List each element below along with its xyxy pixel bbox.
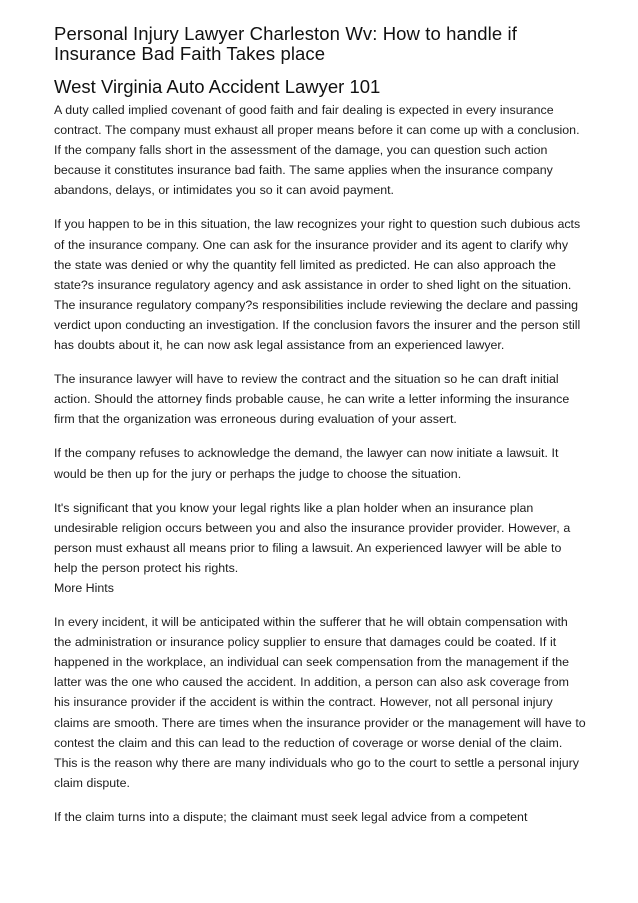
paragraph-5: It's significant that you know your legal rights like a plan holder when an insurance plan undesirable religion occurs between you and also the insurance provider provider. However, a person must exhaust all means prior to filing a lawsuit. An experienced lawyer will be able to help the person protect his rights. xyxy=(54,500,571,575)
more-hints-link[interactable]: More Hints xyxy=(54,580,114,595)
paragraph-7: If the claim turns into a dispute; the claimant must seek legal advice from a competent xyxy=(54,809,528,824)
paragraph-4: If the company refuses to acknowledge the demand, the lawyer can now initiate a lawsuit. It would be then up for the jury or perhaps the judge to choose the situation. xyxy=(54,446,559,481)
section-heading: West Virginia Auto Accident Lawyer 101 xyxy=(54,76,381,97)
paragraph-6: In every incident, it will be anticipated within the sufferer that he will obtain compensation with the administration or insurance policy supplier to ensure that damages could be coated. If it happened in the workplace, an individual can seek compensation from the management if the latter was the one who caused the accident. In addition, a person can also ask coverage from his insurance provider if the accident is within the contract. However, not all personal injury claims are smooth. There are times when the insurance provider or the management will have to contest the claim and this can lead to the reduction of coverage or worse denial of the claim. This is the reason why there are many individuals who go to the court to settle a personal injury claim dispute. xyxy=(54,615,586,790)
paragraph-2: If you happen to be in this situation, the law recognizes your right to question such dubious acts of the insurance company. One can ask for the insurance provider and its agent to clarify why the state was denied or why the quantity fell limited as predicted. He can also approach the state?s insurance regulatory agency and ask assistance in order to shed light on the situation. The insurance regulatory company?s responsibilities include reviewing the declare and passing verdict upon conducting an investigation. If the conclusion favors the insurer and the person still has doubts about it, he can now ask legal assistance from an experienced lawyer. xyxy=(54,217,581,353)
paragraph-1: A duty called implied covenant of good faith and fair dealing is expected in every insurance contract. The company must exhaust all proper means before it can come up with a conclusion. If the company falls short in the assessment of the damage, you can question such action because it constitutes insurance bad faith. The same applies when the insurance company abandons, delays, or intimidates you so it can avoid payment. xyxy=(54,103,580,198)
paragraph-3: The insurance lawyer will have to review the contract and the situation so he can draft initial action. Should the attorney finds probable cause, he can write a letter informing the insurance firm that the organization was erroneous during evaluation of your assert. xyxy=(54,372,570,427)
document-title: Personal Injury Lawyer Charleston Wv: How to handle if Insurance Bad Faith Takes place xyxy=(54,23,517,64)
document-page xyxy=(54,24,586,841)
